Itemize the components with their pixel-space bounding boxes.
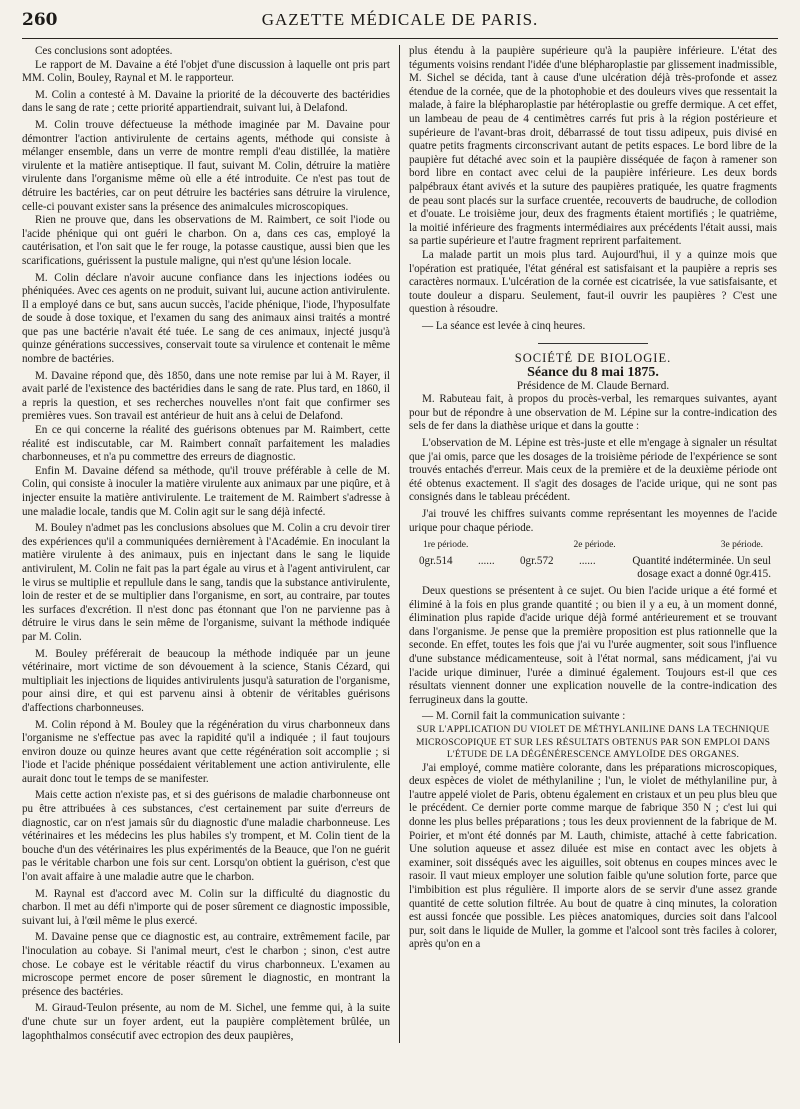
paragraph: — La séance est levée à cinq heures. <box>422 319 586 332</box>
uric-acid-table-row <box>409 555 777 582</box>
paragraph: Le rapport de M. Davaine a été l'objet d'une discussion à laquelle ont pris part MM. Colin, Bouley, Raynal et M. le rapporteur. <box>22 58 390 85</box>
paragraph: M. Colin déclare n'avoir aucune confiance dans les injections iodées ou phéniquées. Avec ces agents on ne produit, suivant lui, aucune action antivirulente. Il a employé dans ce but, sans aucun succès, l'acide phénique, l'iode, l'hyposulfate de soude à dose toxique, et l'examen du sang des animaux ainsi traités a montré que pas une bactérie n'avait été tuée. Le sang de ces animaux, injecté jusqu'à quinze générations successives, conservait toute sa virulence et contenait le même nombre de bactéries. <box>22 271 390 366</box>
paragraph: — M. Cornil fait la communication suivante : <box>422 710 626 723</box>
paragraph: M. Rabuteau fait, à propos du procès-verbal, les remarques suivantes, ayant pour but de répondre à une observation de M. Lépine sur la contre-indication des sels de fer dans la diathèse urique et dans la goutte : <box>409 393 777 433</box>
dot-leader: ...... <box>578 554 596 567</box>
paragraph: La malade partit un mois plus tard. Aujourd'hui, il y a quinze mois que l'opération est pratiquée, l'état général est satisfaisant et la paupière a repris ses caractères normaux. L'ulcération de la cornée est cicatrisée, la vue satisfaisante, et toute douleur a disparu. Seulement, faut-il ouvrir les paupières ? C'est une question à résoudre. <box>409 248 777 316</box>
period-2-header: 2e période. <box>573 540 616 551</box>
paragraph: M. Colin trouve défectueuse la méthode imaginée par M. Davaine pour démontrer l'action antivirulente de certains agents, méthode qui consiste à mélanger ensemble, dans un verre de montre rempli d'eau distillée, la matière virulente et la matière antiseptique. Il faut, suivant M. Colin, détruire la matière virulente dans l'organisme même où elle a été introduite. Ce n'est pas tout de détruire les bactéries, car on peut détruire les bactéries sans détruire la virulence, celle-ci pouvant exister sans la présence des animalcules microscopiques. <box>22 118 390 213</box>
paragraph: J'ai employé, comme matière colorante, dans les préparations microscopiques, deux espèces de violet de méthylaniline ; l'un, le violet de méthylaniline pur, à l'autre appelé violet de Paris, obtenu également en cristaux et un peu plus bleu que le précédent. Ce dernier porte comme marque de fabrique 350 N ; c'est lui qui donne les plus belles préparations ; tous les deux proviennent de la fabrique de M. Poirier, et m'ont été donnés par M. Lauth, chimiste, attaché à cette fabrication. Une solution aqueuse et assez diluée est mise en contact avec les objets à examiner, soit disséqués avec les aiguilles, soit obtenus en coupes minces avec le rasoir. Il vaut mieux employer une solution faible qu'une solution forte, parce que l'imbibition est plus régulière. Il importe alors de se servir d'une assez grande quantité de cette solution filtrée. Au bout de quatre à cinq minutes, la coloration est aussi foncée que possible. Les pièces anatomiques, durcies soit dans l'alcool pur, soit dans le liquide de Muller, la gomme et l'alcool sont très faciles à colorer, après qu'on en a <box>409 761 777 951</box>
paragraph: Deux questions se présentent à ce sujet. Ou bien l'acide urique a été formé et éliminé à la fois en plus grande quantité ; ou bien il y a eu, à un moment donné, élimination plus rapide d'acide urique déjà formé antérieurement et se trouvant dans l'organisme. Je pense que la première proposition est plus rationnelle que la seconde. En effet, toutes les fois que j'ai vu l'urée augmenter, soit sous l'influence d'une substance médicamenteuse, soit à l'état normal, sans médicament, j'ai vu l'acide urique diminuer, l'urée a diminué également. Toujours est-il que ces résultats viennent donner une explication nouvelle de la contre-indication des ferrugineux dans la goutte. <box>409 584 777 706</box>
paragraph: Rien ne prouve que, dans les observations de M. Raimbert, ce soit l'iode ou l'acide phénique qui ont guéri le charbon. On a, dans ces cas, employé la cautérisation, et l'on sait que le fer rouge, la potasse caustique, aussi bien que les scarifications, guérissent la pustule maligne, qui n'est qu'une lésion locale. <box>22 214 390 267</box>
section-separator <box>538 343 648 344</box>
paragraph: M. Colin répond à M. Bouley que la régénération du virus charbonneux dans l'organisme ne s'effectue pas avec la rapidité qu'il a indiquée ; il faut toujours environ douze ou quinze heures avant que cette régénération soit accomplie ; si l'iode et l'acide phénique possédaient véritablement une action antivirulente, elle aurait donc tout le temps de se manifester. <box>22 718 390 785</box>
paragraph: Enfin M. Davaine défend sa méthode, qu'il trouve préférable à celle de M. Colin, qui consiste à inoculer la matière virulente aux animaux par une piqûre, et à injecter ensuite la matière antivirulente. Le traitement de M. Raimbert s'adresse à une maladie locale, tandis que M. Colin agit sur le sang déjà infecté. <box>22 464 390 518</box>
paragraph: M. Bouley préférerait de beaucoup la méthode indiquée par un jeune vétérinaire, mort victime de son dévouement à la science, Stanis Cézard, qui multipliait les injections de liquides antivirulents jusqu'à saturation de l'organisme, pour ainsi dire, et qui est parvenu ainsi à obtenir de véritables guérisons d'affections charbonneuses. <box>22 647 390 714</box>
period-1-value: 0gr.514 <box>419 554 453 567</box>
period-2-value: 0gr.572 <box>519 554 554 567</box>
communication-title: SUR L'APPLICATION DU VIOLET DE MÉTHYLANILINE DANS LA TECHNIQUE MICROSCOPIQUE ET SUR LES RÉSULTATS OBTENUS PAR SON EMPLOI DANS L'ÉTUDE DE LA DÉGÉNÉRESCENCE AMYLOÏDE DES ORGANES. <box>415 723 771 761</box>
running-header <box>22 10 778 39</box>
right-column <box>409 45 777 1043</box>
journal-title: GAZETTE MÉDICALE DE PARIS. <box>261 10 539 29</box>
paragraph: M. Bouley n'admet pas les conclusions absolues que M. Colin a cru devoir tirer des expériences qu'il a communiquées dernièrement à l'Académie. En inoculant la matière virulente à des animaux, puis en injectant dans le sang le liquide antivirulent, M. Colin ne fait pas la part égale au virus et à l'agent antivirulent, car le virus se multiplie et repullule dans le sang, tandis que la substance antivirulente, loin de rester et de se multiplier dans l'organisme, en sort, au contraire, par toutes les surfaces d'excrétion. Il n'est donc pas étonnant que l'on ne parvienne pas à détruire le virus dans le sein même de l'organisme, suivant la méthode indiquée par M. Colin. <box>22 522 390 643</box>
paragraph: L'observation de M. Lépine est très-juste et elle m'engage à signaler un résultat que j'ai omis, parce que les dosages de la troisième période de l'expérience se sont trouvés entachés d'erreur. Mais ceux de la première et de la deuxième période ont été obtenus exactement. Il s'agit des dosages de l'acide urique, qui ne sont pas consignés dans le tableau précédent. <box>409 437 777 504</box>
paragraph: plus étendu à la paupière supérieure qu'à la paupière inférieure. L'état des téguments voisins rendant l'idée d'une blépharoplastie par glissement inadmissible, M. Sichel se décida, tant à cause d'une ulcération déjà très-profonde et assez étendue de la cornée, que de la photophobie et des douleurs vives que ressentait la malade, à faire la blépharoplastie par hétéroplastie ou greffe dermique. A cet effet, un lambeau de peau de 4 centimètres carrés fut pris à la région postérieure et supérieure de l'avant-bras droit, débarrassé de tout tissu adipeux, puis divisé en quatre petits fragments circonscrivant autant de petits espaces. Le bord libre de la paupière fut détaché avec soin et la paupière disséquée de façon à ramener son bord libre en contact avec celui de la paupière inférieure. Les deux bords palpébraux étant avivés et la suture des paupières pratiquée, les quatre fragments de peau sont placés sur la surface cruentée, recouverts de baudruche, de collodion et d'ouate. Le troisième jour, deux des fragments étaient mortifiés ; le quatrième, la moitié inférieure des fragments intermédiaires aux précédents l'était aussi, mais sa partie supérieure et l'autre fragment reprirent parfaitement. <box>409 45 777 248</box>
paragraph: M. Davaine pense que ce diagnostic est, au contraire, extrêmement facile, par l'inoculation au cobaye. Si l'animal meurt, c'est le charbon ; sinon, c'est autre chose. Le cobaye est le véritable réactif du virus charbonneux. L'examen au microscope permet encore de poser sûrement le diagnostic, en montrant la présence des bactéries. <box>22 931 390 998</box>
left-column <box>22 45 390 1043</box>
uric-acid-table-header <box>409 535 777 555</box>
paragraph: M. Giraud-Teulon présente, au nom de M. Sichel, une femme qui, à la suite d'une chute sur un foyer ardent, eut la paupière complètement brûlée, un lagophthalmos consécutif avec ectropion des deux paupières, <box>22 1002 390 1042</box>
period-3-header: 3e période. <box>720 540 763 551</box>
paragraph: M. Davaine répond que, dès 1850, dans une note remise par lui à M. Rayer, il avait parlé de l'existence des bactéridies dans le sang de rate. Plus tard, en 1860, il a repris la question, et ses recherches nouvelles n'ont fait que confirmer ses premières vues. Son travail est antérieur de huit ans à celui de Delafond. <box>22 369 390 423</box>
period-3-value: Quantité indéterminée. Un seul dosage exact a donné 0gr.415. <box>632 554 771 581</box>
dot-leader: ...... <box>477 554 495 567</box>
paragraph: M. Colin a contesté à M. Davaine la priorité de la découverte des bactéridies dans le sang de rate ; cette priorité appartiendrait, suivant lui, à Delafond. <box>22 88 390 115</box>
column-rule <box>399 45 400 1043</box>
two-column-body <box>22 45 778 1043</box>
paragraph: J'ai trouvé les chiffres suivants comme représentant les moyennes de l'acide urique pour chaque période. <box>409 508 777 534</box>
period-1-header: 1re période. <box>423 540 469 551</box>
society-heading: SOCIÉTÉ DE BIOLOGIE. <box>514 351 672 366</box>
paragraph: Mais cette action n'existe pas, et si des guérisons de maladie charbonneuse ont pu être attribuées à ces substances, c'est certainement par suite d'erreurs de diagnostic, car on n'est jamais sûr du diagnostic d'une maladie charbonneuse. Les vétérinaires et les médecins les plus habiles s'y trompent, et M. Colin tient de la bouche d'un des vétérinaires les plus expérimentés de la Beauce, que l'on ne guérit pas le véritable charbon une fois sur cent. Lorsqu'on obtient la guérison, c'est que l'on avait affaire à une maladie autre que le charbon. <box>22 789 390 884</box>
page-number: 260 <box>22 10 58 30</box>
paragraph: M. Raynal est d'accord avec M. Colin sur la difficulté du diagnostic du charbon. Il met au défi n'importe qui de poser sûrement ce diagnostic impossible, suivant lui, à l'œil même le plus exercé. <box>22 887 390 927</box>
paragraph: Ces conclusions sont adoptées. <box>35 45 173 57</box>
paragraph: En ce qui concerne la réalité des guérisons obtenues par M. Raimbert, cette réalité est indiscutable, car M. Raimbert connaît parfaitement les maladies charbonneuses, et n'a pu commettre des erreurs de diagnostic. <box>22 424 390 464</box>
presidency-line: Présidence de M. Claude Bernard. <box>516 379 670 392</box>
session-heading: Séance du 8 mai 1875. <box>527 365 659 381</box>
